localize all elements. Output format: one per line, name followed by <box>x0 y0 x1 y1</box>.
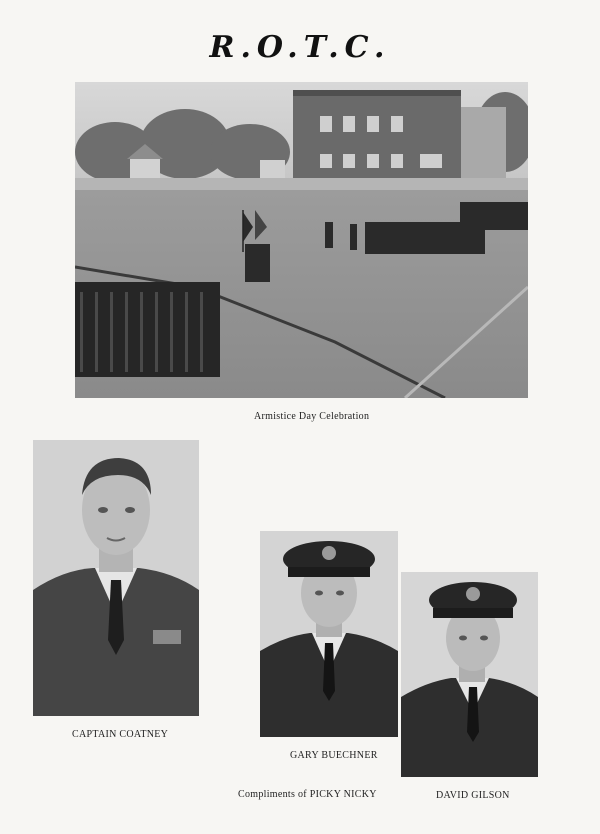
portrait-photo-captain <box>33 440 199 716</box>
portrait-photo-gary <box>260 531 398 737</box>
portrait-photo-david <box>401 572 538 777</box>
portrait-caption-gary: GARY BUECHNER <box>290 750 378 761</box>
parade-ground-photo <box>75 82 528 398</box>
main-photo-caption: Armistice Day Celebration <box>254 411 370 422</box>
portrait-caption-captain: CAPTAIN COATNEY <box>72 729 169 740</box>
footer-note: Compliments of PICKY NICKY <box>238 789 377 800</box>
portrait-caption-david: DAVID GILSON <box>436 790 510 801</box>
page-title: R.O.T.C. <box>209 30 391 65</box>
